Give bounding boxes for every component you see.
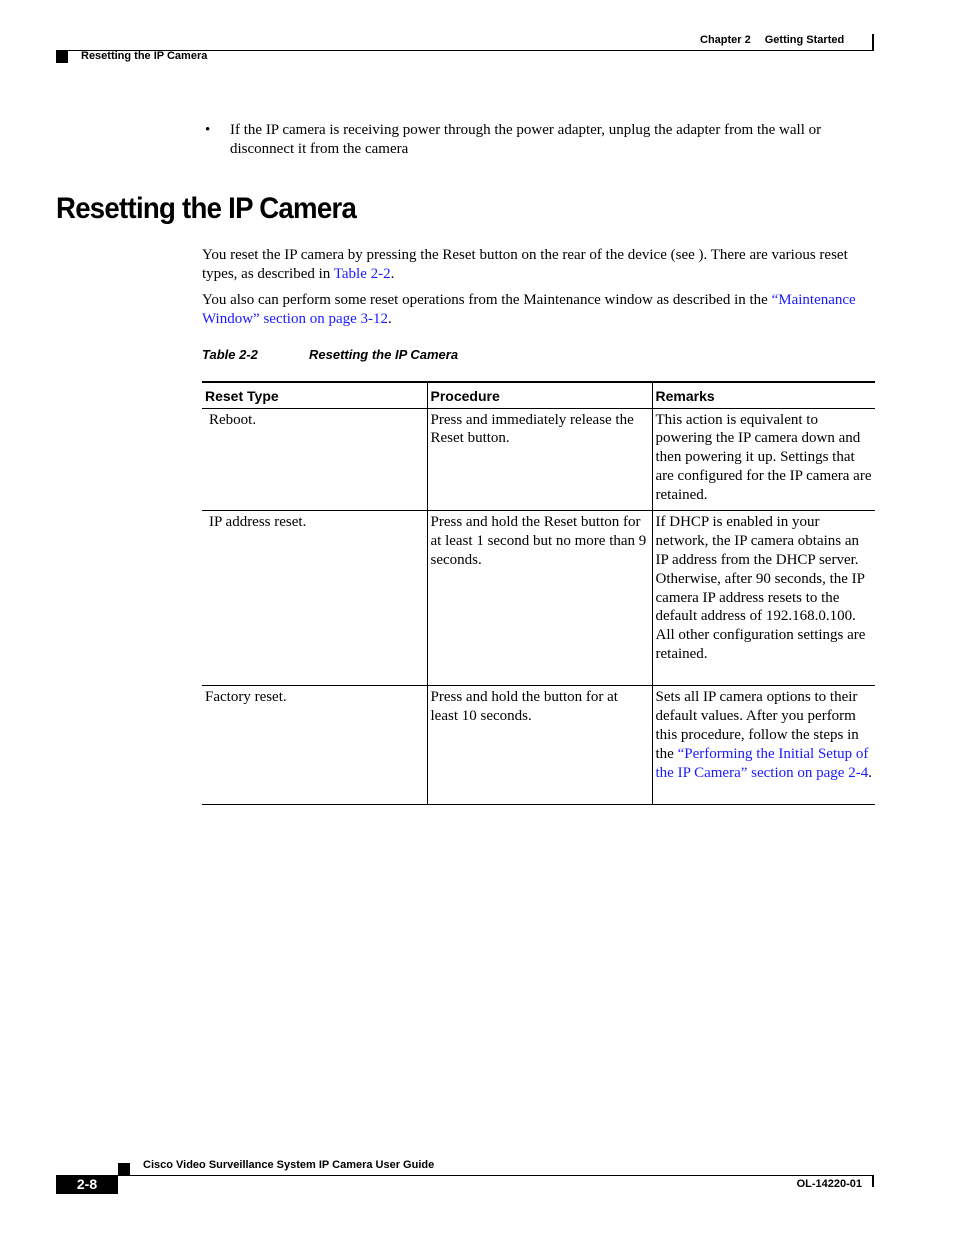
paragraph-text: You also can perform some reset operations from the Maintenance window as described in the [202,292,772,308]
chapter-number: Chapter 2 [700,34,751,46]
remarks-text: Sets all IP camera options to their default values. After you perform this procedure, follow the steps in the [655,689,859,762]
running-header-section: Resetting the IP Camera [81,50,208,62]
bullet-item [205,121,875,159]
initial-setup-link[interactable]: “Performing the Initial Setup of the IP Camera” section on page 2-4 [655,745,869,781]
table-row [202,408,875,511]
paragraph-reset-intro [202,246,875,284]
header-square-marker [56,51,68,63]
cell-procedure: Press and hold the button for at least 10 seconds. [427,686,652,805]
reset-types-table [202,381,875,805]
paragraph-text: You reset the IP camera by pressing the Reset button on the rear of the device (see ). There are various reset types, as described in [202,247,848,282]
header-vertical-bar [872,34,874,50]
footer-guide-title: Cisco Video Surveillance System IP Camera User Guide [143,1159,435,1171]
cell-reset-type: Factory reset. [202,686,427,805]
table-caption [202,347,458,362]
table-row [202,511,875,686]
column-header-reset-type: Reset Type [202,382,427,408]
page-number: 2-8 [56,1175,118,1194]
paragraph-end: . [390,266,395,282]
bullet-dot-icon: • [205,122,211,138]
paragraph-end: . [388,311,392,327]
table-caption-title: Resetting the IP Camera [309,347,459,362]
footer-rule [118,1175,874,1176]
document-number: OL-14220-01 [796,1178,862,1190]
table-caption-number: Table 2-2 [202,347,258,362]
paragraph-maintenance [202,291,875,329]
footer-square-marker [118,1163,130,1175]
bullet-text: If the IP camera is receiving power through the power adapter, unplug the adapter from the wall or disconnect it from the camera [230,122,822,157]
table-header-row [202,382,875,408]
cell-remarks: This action is equivalent to powering the IP camera down and then powering it up. Settings that are configured for the IP camera are retained. [652,408,875,511]
chapter-title: Getting Started [764,34,845,46]
maintenance-window-link[interactable]: “Maintenance Window” section on page 3-12 [202,292,856,327]
cell-reset-type: IP address reset. [202,511,427,686]
cell-procedure: Press and immediately release the Reset button. [427,408,652,511]
cell-remarks: If DHCP is enabled in your network, the IP camera obtains an IP address from the DHCP server. Otherwise, after 90 seconds, the IP camera IP address resets to the default address of 192.168.0.100. All other configuration settings are retained. [652,511,875,686]
table-row [202,686,875,805]
column-header-procedure: Procedure [427,382,652,408]
footer-vertical-bar [872,1175,874,1187]
running-header-chapter [700,34,866,46]
cell-remarks [652,686,875,805]
cell-procedure: Press and hold the Reset button for at least 1 second but no more than 9 seconds. [427,511,652,686]
section-title: Resetting the IP Camera [56,192,357,225]
table-2-2-link[interactable]: Table 2-2 [333,266,391,282]
column-header-remarks: Remarks [652,382,875,408]
cell-reset-type: Reboot. [202,408,427,511]
remarks-end: . [868,764,872,781]
